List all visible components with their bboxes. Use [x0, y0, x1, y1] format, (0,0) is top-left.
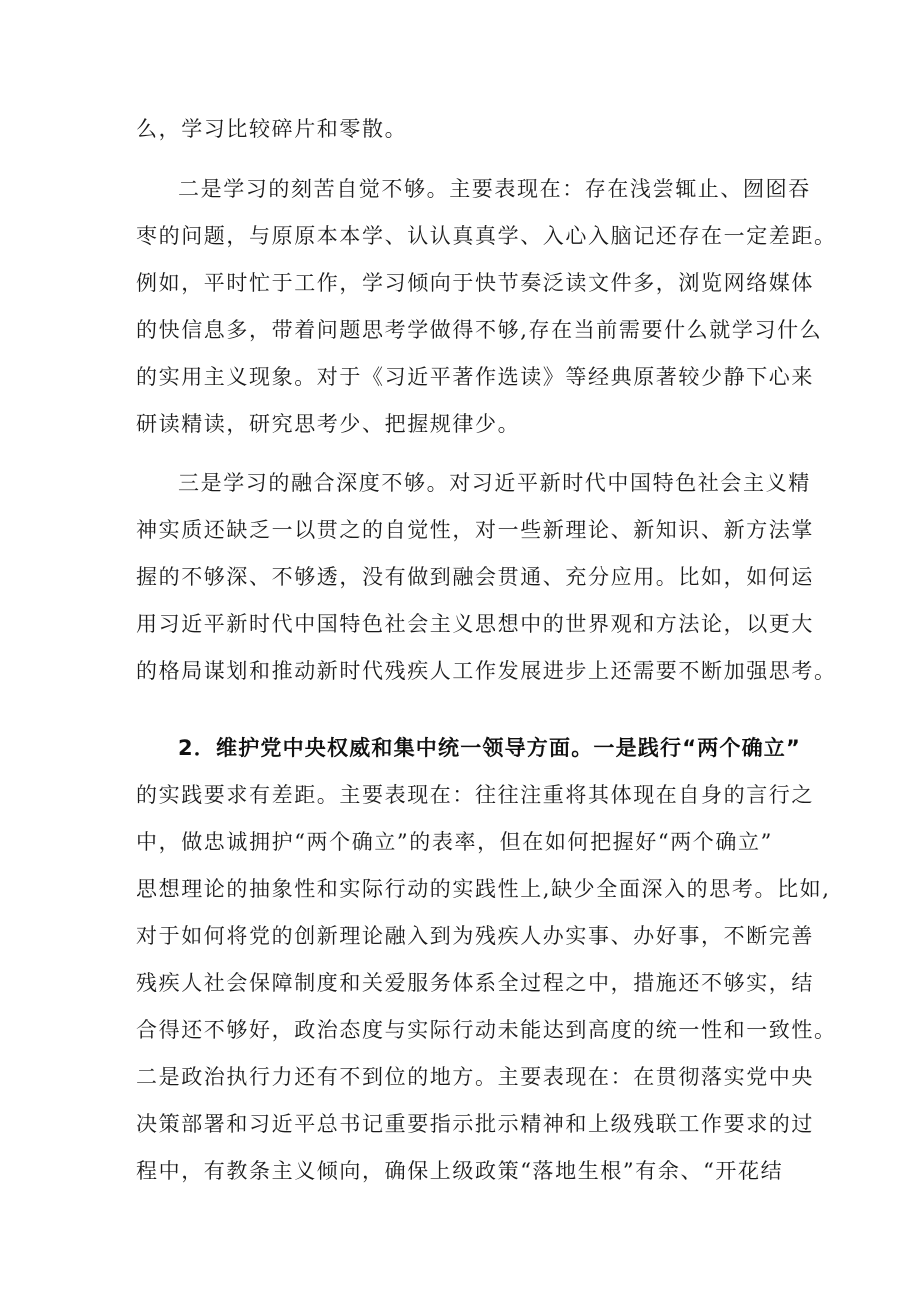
text-line: 程中，有教条主义倾向，确保上级政策“落地生根”有余、“开花结 [136, 1159, 784, 1183]
text-line: 对于如何将党的创新理论融入到为残疾人办实事、办好事，不断完善 [136, 924, 814, 948]
text-line: 中，做忠诚拥护“两个确立”的表率，但在如何把握好“两个确立” [136, 830, 773, 854]
text-line: 的格局谋划和推动新时代残疾人工作发展进步上还需要不断加强思考。 [136, 659, 837, 683]
text-line: 例如，平时忙于工作，学习倾向于快节奏泛读文件多，浏览网络媒体 [136, 271, 814, 295]
section-heading: 2．维护党中央权威和集中统一领导方面。一是践行“两个确立” [178, 736, 802, 760]
text-line: 决策部署和习近平总书记重要指示批示精神和上级残联工作要求的过 [136, 1112, 814, 1136]
text-line: 用习近平新时代中国特色社会主义思想中的世界观和方法论，以更大 [136, 612, 814, 636]
text-line: 二是政治执行力还有不到位的地方。主要表现在：在贯彻落实党中央 [136, 1065, 814, 1089]
text-line: 二是学习的刻苦自觉不够。主要表现在：存在浅尝辄止、囫囵吞 [178, 177, 811, 201]
text-line: 的快信息多，带着问题思考学做得不够,存在当前需要什么就学习什么 [136, 318, 823, 342]
text-line: 的实践要求有差距。主要表现在：往往注重将其体现在自身的言行之 [136, 783, 814, 807]
text-line: 么，学习比较碎片和零散。 [136, 117, 408, 141]
text-line: 的实用主义现象。对于《习近平著作选读》等经典原著较少静下心来 [136, 365, 814, 389]
text-line: 三是学习的融合深度不够。对习近平新时代中国特色社会主义精 [178, 471, 811, 495]
text-line: 神实质还缺乏一以贯之的自觉性，对一些新理论、新知识、新方法掌 [136, 518, 814, 542]
text-line: 握的不够深、不够透，没有做到融会贯通、充分应用。比如，如何运 [136, 565, 814, 589]
text-line: 研读精读，研究思考少、把握规律少。 [136, 412, 521, 436]
text-line: 合得还不够好，政治态度与实际行动未能达到高度的统一性和一致性。 [136, 1018, 837, 1042]
text-line: 枣的问题，与原原本本学、认认真真学、入心入脑记还存在一定差距。 [136, 224, 837, 248]
text-line: 残疾人社会保障制度和关爱服务体系全过程之中，措施还不够实，结 [136, 971, 814, 995]
text-line: 思想理论的抽象性和实际行动的实践性上,缺少全面深入的思考。比如, [136, 877, 831, 901]
